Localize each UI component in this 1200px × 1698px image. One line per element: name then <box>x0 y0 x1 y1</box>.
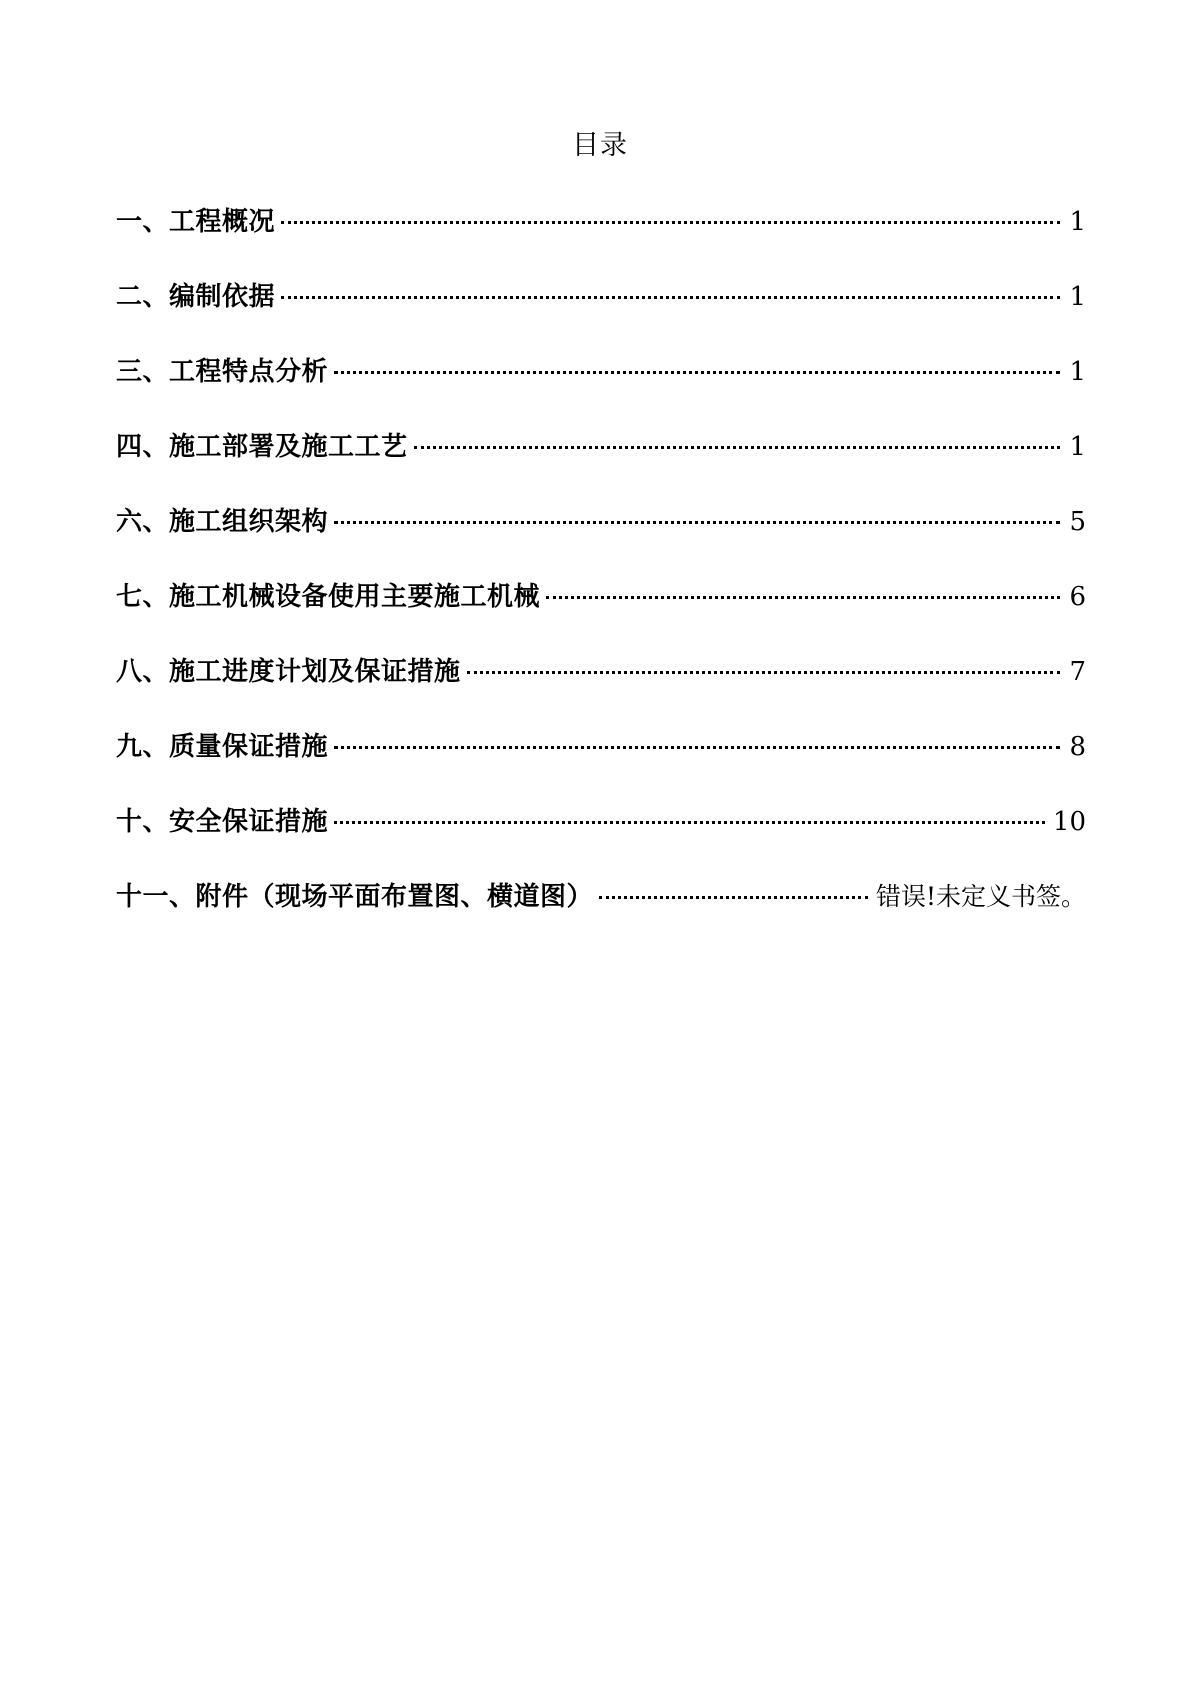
toc-entry-label: 十一、附件（现场平面布置图、横道图） <box>116 882 594 912</box>
dot-leader <box>334 746 1060 749</box>
toc-entry-label: 九、质量保证措施 <box>116 732 329 762</box>
toc-entry-label: 六、施工组织架构 <box>116 507 329 537</box>
toc-page-error-text: 错误!未定义书签。 <box>875 882 1086 911</box>
table-of-contents <box>116 200 1086 950</box>
toc-page-number: 1 <box>1069 357 1086 387</box>
toc-page-number: 1 <box>1069 282 1086 312</box>
toc-entry-label: 一、工程概况 <box>116 207 276 237</box>
toc-page-number: 7 <box>1069 657 1086 687</box>
dot-leader <box>414 446 1060 449</box>
toc-page-number: 8 <box>1069 732 1086 762</box>
dot-leader <box>546 596 1060 599</box>
toc-entry-11[interactable] <box>116 875 1086 950</box>
toc-entry-label: 二、编制依据 <box>116 282 276 312</box>
toc-page-number: 1 <box>1069 432 1086 462</box>
toc-entry-1[interactable] <box>116 200 1086 275</box>
dot-leader <box>281 296 1060 299</box>
toc-entry-4[interactable] <box>116 425 1086 500</box>
dot-leader <box>467 671 1060 674</box>
dot-leader <box>281 221 1060 224</box>
toc-entry-label: 十、安全保证措施 <box>116 807 329 837</box>
toc-entry-8[interactable] <box>116 650 1086 725</box>
toc-entry-6[interactable] <box>116 500 1086 575</box>
dot-leader <box>334 821 1045 824</box>
toc-entry-9[interactable] <box>116 725 1086 800</box>
toc-entry-7[interactable] <box>116 575 1086 650</box>
toc-entry-2[interactable] <box>116 275 1086 350</box>
dot-leader <box>599 896 868 899</box>
toc-entry-3[interactable] <box>116 350 1086 425</box>
toc-page-number: 6 <box>1069 582 1086 612</box>
toc-entry-label: 七、施工机械设备使用主要施工机械 <box>116 582 541 612</box>
toc-entry-label: 三、工程特点分析 <box>116 357 329 387</box>
toc-entry-label: 四、施工部署及施工工艺 <box>116 432 408 462</box>
toc-title: 目录 <box>572 130 628 161</box>
toc-entry-10[interactable] <box>116 800 1086 875</box>
toc-page-number: 10 <box>1052 807 1086 837</box>
toc-page-number: 5 <box>1069 507 1086 537</box>
dot-leader <box>334 521 1060 524</box>
dot-leader <box>334 371 1060 374</box>
toc-entry-label: 八、施工进度计划及保证措施 <box>116 657 461 687</box>
toc-page-number: 1 <box>1069 207 1086 237</box>
